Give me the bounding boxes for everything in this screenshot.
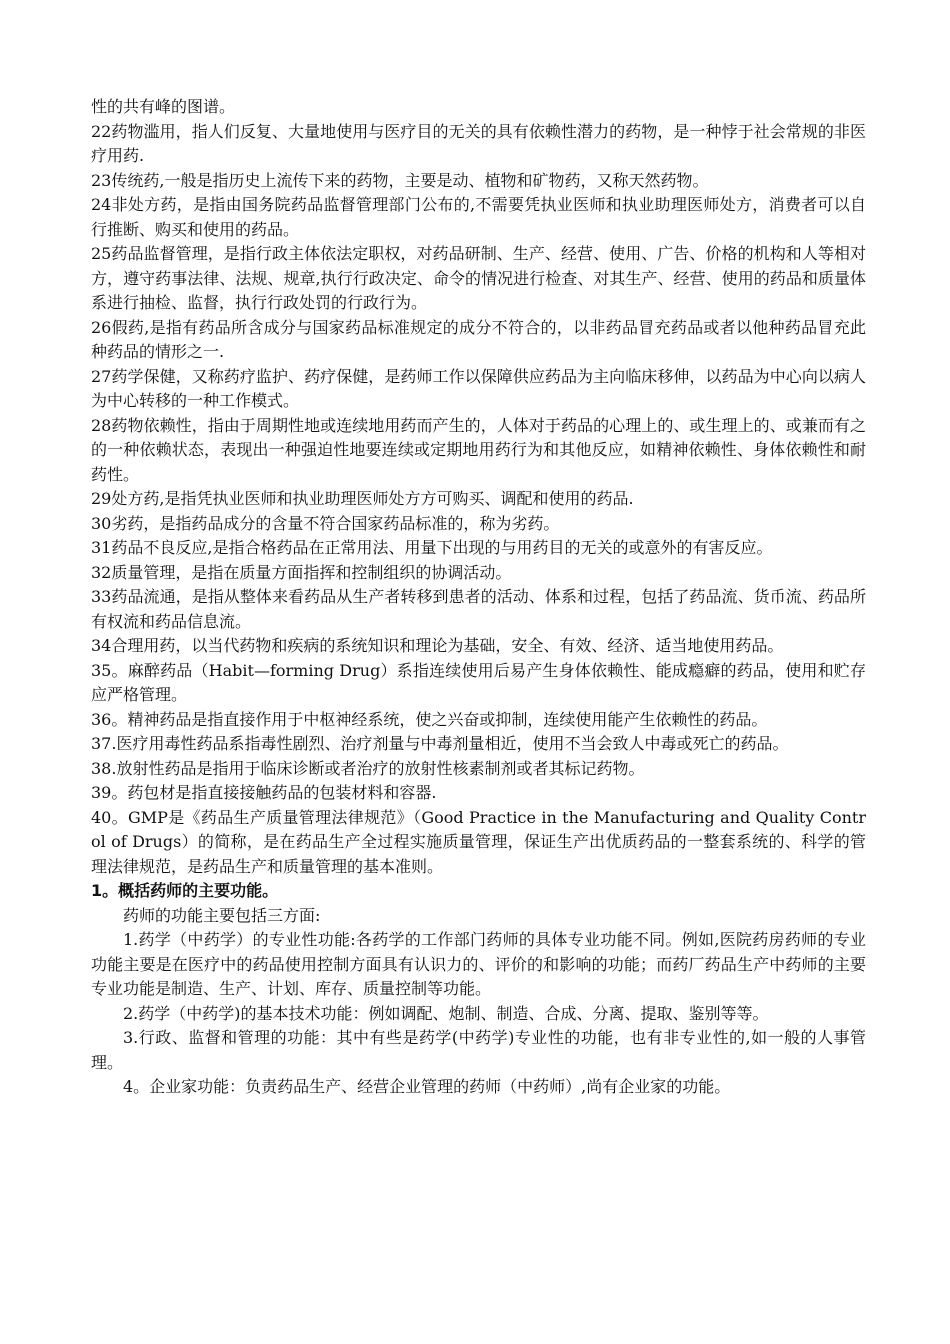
- answer-intro: 药师的功能主要包括三方面:: [123, 905, 321, 925]
- definition-27: 27药学保健，又称药疗监护、药疗保健，是药师工作以保障供应药品为主向临床移伸，以药品为中心向以病人为中心转移的一种工作模式。: [91, 366, 866, 410]
- definition-38: 38.放射性药品是指用于临床诊断或者治疗的放射性核素制剂或者其标记药物。: [91, 758, 645, 778]
- definition-39: 39。药包材是指直接接触药品的包装材料和容器.: [91, 783, 437, 802]
- definition-22: 22药物滥用，指人们反复、大量地使用与医疗目的无关的具有依赖性潜力的药物，是一种悖于社会常规的非医疗用药.: [91, 121, 866, 165]
- definition-31: 31药品不良反应,是指合格药品在正常用法、用量下出现的与用药目的无关的或意外的有害反应。: [91, 538, 773, 557]
- definition-30: 30劣药，是指药品成分的含量不符合国家药品标准的，称为劣药。: [91, 513, 560, 533]
- answer-item-3: 3.行政、监督和管理的功能：其中有些是药学(中药学)专业性的功能，也有非专业性的,如一般的人事管理。: [91, 1028, 866, 1072]
- definition-23: 23传统药,一般是指历史上流传下来的药物，主要是动、植物和矿物药，又称天然药物。: [91, 170, 709, 190]
- definition-33: 33药品流通，是指从整体来看药品从生产者转移到患者的活动、体系和过程，包括了药品流、货币流、药品所有权流和药品信息流。: [91, 587, 866, 631]
- definition-25: 25药品监督管理，是指行政主体依法定职权，对药品研制、生产、经营、使用、广告、价格的机构和人等相对方，遵守药事法律、法规、规章,执行行政决定、命令的情况进行检查、对其生产、经营、使用的药品和质量体系进行抽检、监督，执行行政处罚的行政行为。: [91, 244, 866, 312]
- definition-40: 40。GMP是《药品生产质量管理法律规范》（Good Practice in the Manufacturing and Quality Control of Drugs）的简称，是在药品生产全过程实施质量管理，保证生产出优质药品的一整套系统的、科学的管理法律规范，是药品生产和质量管理的基本准则。: [91, 807, 866, 876]
- definition-34: 34合理用药，以当代药物和疾病的系统知识和理论为基础，安全、有效、经济、适当地使用药品。: [91, 636, 784, 655]
- definition-29: 29处方药,是指凭执业医师和执业助理医师处方方可购买、调配和使用的药品.: [91, 489, 634, 508]
- document-page: [91, 95, 866, 1100]
- answer-item-4: 4。企业家功能：负责药品生产、经营企业管理的药师（中药师）,尚有企业家的功能。: [123, 1077, 731, 1096]
- definition-24: 24非处方药，是指由国务院药品监督管理部门公布的,不需要凭执业医师和执业助理医师处方，消费者可以自行推断、购买和使用的药品。: [91, 195, 866, 239]
- definition-32: 32质量管理，是指在质量方面指挥和控制组织的协调活动。: [91, 562, 512, 582]
- definition-36: 36。精神药品是指直接作用于中枢神经系统，使之兴奋或抑制，连续使用能产生依赖性的药品。: [91, 709, 768, 729]
- question-heading: 1。概括药师的主要功能。: [91, 881, 279, 900]
- definition-26: 26假药,是指有药品所含成分与国家药品标准规定的成分不符合的，以非药品冒充药品或者以他种药品冒充此种药品的情形之一.: [91, 317, 866, 361]
- definition-28: 28药物依赖性，指由于周期性地或连续地用药而产生的，人体对于药品的心理上的、或生理上的、或兼而有之的一种依赖状态，表现出一种强迫性地要连续或定期地用药行为和其他反应，如精神依赖性、身体依赖性和耐药性。: [91, 415, 866, 484]
- answer-item-1: 1.药学（中药学）的专业性功能:各药学的工作部门药师的具体专业功能不同。例如,医院药房药师的专业功能主要是在医疗中的药品使用控制方面具有认识力的、评价的和影响的功能；而药厂药品生产中药师的主要专业功能是制造、生产、计划、库存、质量控制等功能。: [91, 930, 866, 998]
- answer-item-2: 2.药学（中药学)的基本技术功能：例如调配、炮制、制造、合成、分离、提取、鉴别等等。: [123, 1003, 769, 1023]
- definition-35: 35。麻醉药品（Habit—forming Drug）系指连续使用后易产生身体依赖性、能成瘾癖的药品，使用和贮存应严格管理。: [91, 660, 866, 704]
- definition-37: 37.医疗用毒性药品系指毒性剧烈、治疗剂量与中毒剂量相近，使用不当会致人中毒或死亡的药品。: [91, 734, 789, 753]
- paragraph-continuation: 性的共有峰的图谱。: [91, 97, 236, 116]
